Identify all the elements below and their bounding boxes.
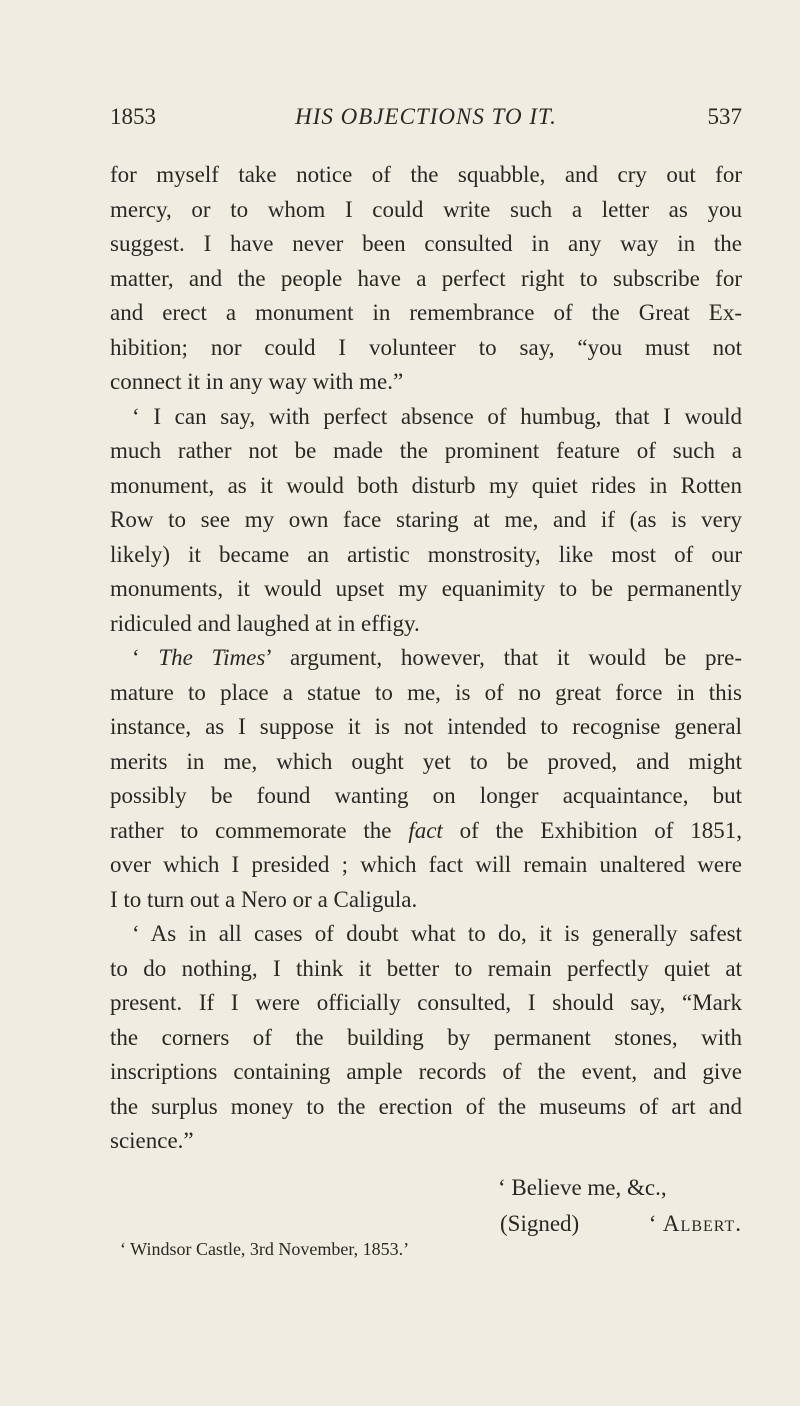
text-line (110, 400, 742, 435)
text-segment: over which I presided ; which fact will remain unaltered were (110, 852, 742, 877)
text-segment: to do nothing, I think it better to remain perfectly quiet at (110, 955, 742, 981)
text-segment: suggest. I have never been consulted in any way in the (110, 231, 742, 256)
text-segment: monument, as it would both disturb my quiet rides in Rotten (110, 472, 742, 498)
page-header (110, 104, 742, 140)
text-segment: ridiculed and laughed at in effigy. (110, 610, 420, 636)
running-title: HIS OBJECTIONS TO IT. (295, 104, 557, 129)
signed-label: (Signed) (500, 1210, 580, 1236)
text-segment: merits in me, which ought yet to be proved, and might (110, 748, 742, 774)
text-segment: Row to see my own face staring at me, and if (as is very (110, 507, 742, 532)
text-line (110, 986, 742, 1021)
text-segment: for myself take notice of the squabble, and cry out for (110, 162, 742, 187)
text-segment: monuments, it would upset my equanimity to be permanently (110, 576, 742, 601)
text-segment: mercy, or to whom I could write such a letter as you (110, 196, 742, 222)
text-segment: ‘ As in all cases of doubt what to do, it is generally safest (132, 921, 742, 946)
text-line (110, 296, 742, 331)
text-segment: the corners of the building by permanent stones, with (110, 1024, 742, 1050)
header-year: 1853 (110, 104, 156, 129)
text-line (110, 848, 742, 883)
text-line (110, 158, 742, 193)
text-segment: the surplus money to the erection of the museums of art and (110, 1093, 742, 1119)
text-segment: ‘ I can say, with perfect absence of humbug, that I would (132, 403, 742, 429)
text-line (110, 572, 742, 607)
text-line (110, 814, 742, 849)
text-segment: I to turn out a Nero or a Caligula. (110, 886, 418, 912)
text-segment: ’ argument, however, that it would be pre- (265, 645, 742, 670)
text-segment: of the Exhibition of 1851, (442, 817, 742, 843)
text-line (110, 883, 742, 918)
text-segment: science.” (110, 1128, 194, 1153)
text-line (110, 641, 742, 676)
letter-body (110, 158, 742, 1159)
text-line (110, 193, 742, 228)
text-line (110, 503, 742, 538)
dateline: ‘ Windsor Castle, 3rd November, 1853.’ (120, 1238, 410, 1259)
text-line (110, 1090, 742, 1125)
page-number: 537 (707, 104, 742, 129)
text-line (110, 262, 742, 297)
text-segment: present. If I were officially consulted, I should say, “Mark (110, 990, 742, 1015)
italic-text: fact (408, 817, 443, 843)
text-segment: inscriptions containing ample records of the event, and give (110, 1059, 742, 1084)
italic-text: The Times (158, 645, 266, 670)
text-line (110, 469, 742, 504)
text-segment: ‘ (132, 645, 159, 670)
text-line (110, 331, 742, 366)
text-line (110, 607, 742, 642)
text-line (110, 952, 742, 987)
text-line (110, 1055, 742, 1090)
text-line (110, 365, 742, 400)
closing-salutation: ‘ Believe me, &c., (498, 1174, 667, 1200)
text-segment: likely) it became an artistic monstrosity, like most of our (110, 541, 742, 567)
text-line (110, 676, 742, 711)
text-line (110, 1124, 742, 1159)
text-segment: possibly be found wanting on longer acquaintance, but (110, 783, 742, 808)
text-segment: hibition; nor could I volunteer to say, “you must not (110, 334, 742, 360)
text-segment: and erect a monument in remembrance of the Great Ex- (110, 300, 742, 325)
text-line (110, 710, 742, 745)
text-line (110, 917, 742, 952)
text-segment: matter, and the people have a perfect right to subscribe for (110, 265, 742, 291)
text-line (110, 227, 742, 262)
text-segment: mature to place a statue to me, is of no great force in this (110, 679, 742, 705)
text-line (110, 538, 742, 573)
text-line (110, 745, 742, 780)
text-segment: instance, as I suppose it is not intended to recognise general (110, 714, 742, 739)
signature: ‘ Albert. (648, 1210, 742, 1236)
text-segment: connect it in any way with me.” (110, 369, 404, 394)
text-line (110, 779, 742, 814)
text-line (110, 434, 742, 469)
text-line (110, 1021, 742, 1056)
text-segment: much rather not be made the prominent feature of such a (110, 438, 742, 463)
text-segment: rather to commemorate the (110, 817, 409, 843)
